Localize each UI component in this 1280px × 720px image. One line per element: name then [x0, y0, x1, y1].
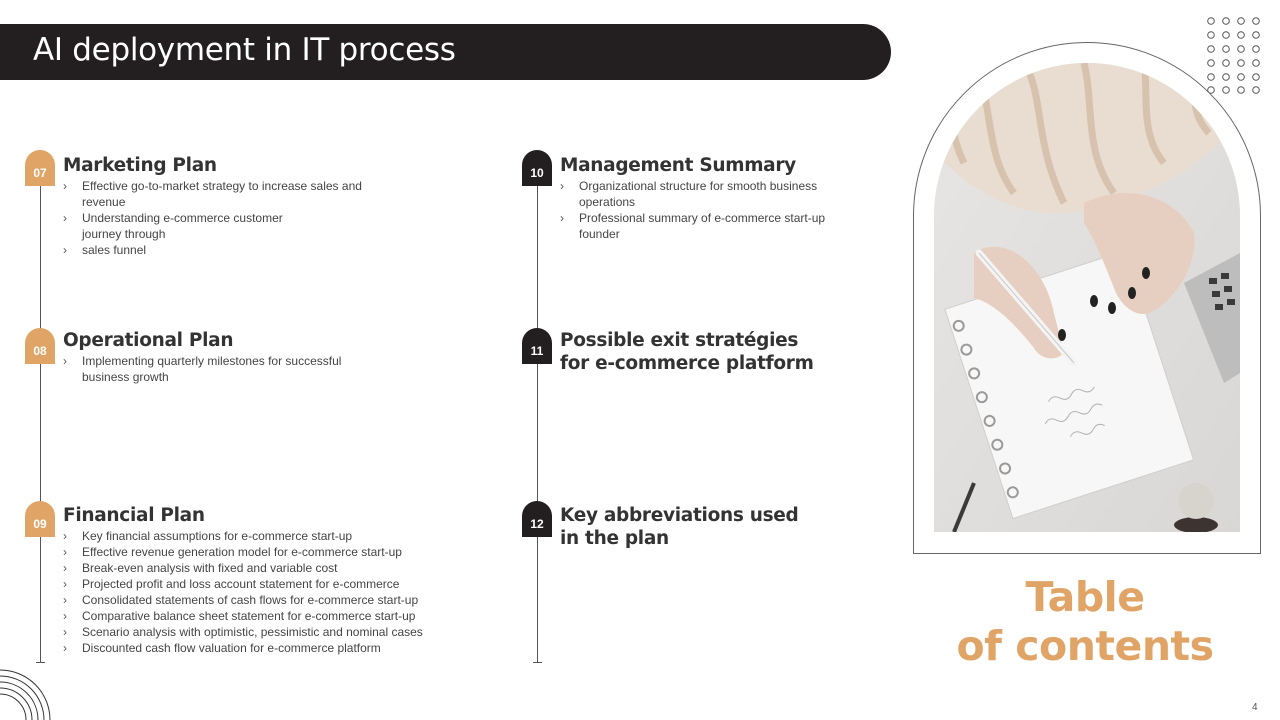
chevron-right-icon: ›	[63, 211, 67, 225]
chevron-right-icon: ›	[63, 243, 67, 257]
chevron-right-icon: ›	[63, 625, 67, 639]
writing-hand-photo	[934, 63, 1240, 532]
chevron-right-icon: ›	[560, 211, 564, 225]
chevron-right-icon: ›	[560, 179, 564, 193]
section-items	[63, 353, 383, 385]
section-title: Possible exit stratégies for e-commerce platform	[560, 330, 814, 374]
chevron-right-icon: ›	[63, 179, 67, 193]
page-number: 4	[1252, 702, 1258, 713]
list-item: › Professional summary of e-commerce start-up founder	[560, 211, 826, 241]
section-number-badge	[25, 501, 55, 537]
section-title: Key abbreviations used in the plan	[560, 505, 799, 549]
section-items	[560, 178, 880, 242]
timeline-right-cap	[533, 662, 542, 663]
list-item: › Break-even analysis with fixed and variable cost	[63, 561, 338, 575]
section-number: 10	[530, 166, 544, 180]
chevron-right-icon: ›	[63, 354, 67, 368]
toc-heading	[940, 573, 1230, 671]
list-item: › Effective go-to-market strategy to increase sales and revenue	[63, 179, 362, 209]
section-marketing-plan[interactable]	[63, 154, 383, 258]
title-bar	[0, 24, 891, 80]
list-item: › sales funnel	[63, 243, 147, 257]
photo-illustration	[934, 63, 1240, 532]
section-management-summary[interactable]	[560, 154, 880, 242]
section-operational-plan[interactable]	[63, 329, 383, 385]
toc-heading-line-2: of contents	[956, 622, 1214, 670]
list-item: › Consolidated statements of cash flows for e-commerce start-up	[63, 593, 419, 607]
section-number-badge	[25, 328, 55, 364]
list-item: › Organizational structure for smooth business operations	[560, 179, 818, 209]
section-number: 07	[33, 166, 47, 180]
concentric-arcs-decoration	[0, 660, 60, 720]
section-number-badge	[522, 501, 552, 537]
list-item: › Implementing quarterly milestones for successful business growth	[63, 354, 342, 384]
section-financial-plan[interactable]	[63, 504, 483, 656]
chevron-right-icon: ›	[63, 609, 67, 623]
list-item: › Effective revenue generation model for e-commerce start-up	[63, 545, 402, 559]
section-key-abbreviations[interactable]	[560, 504, 800, 550]
section-title: Financial Plan	[63, 505, 205, 526]
section-number: 11	[530, 344, 544, 358]
dot-grid-decoration	[1207, 17, 1261, 95]
list-item: › Scenario analysis with optimistic, pessimistic and nominal cases	[63, 625, 423, 639]
section-title: Management Summary	[560, 155, 796, 176]
chevron-right-icon: ›	[63, 641, 67, 655]
chevron-right-icon: ›	[63, 593, 67, 607]
section-number-badge	[25, 150, 55, 186]
section-number-badge	[522, 150, 552, 186]
section-exit-strategies[interactable]	[560, 329, 825, 375]
list-item: › Understanding e-commerce customer journey through	[63, 211, 283, 241]
section-number: 09	[33, 517, 47, 531]
section-title: Operational Plan	[63, 330, 234, 351]
chevron-right-icon: ›	[63, 545, 67, 559]
timeline-right-line	[537, 186, 538, 662]
toc-heading-line-1: Table	[1025, 573, 1145, 621]
chevron-right-icon: ›	[63, 529, 67, 543]
chevron-right-icon: ›	[63, 577, 67, 591]
list-item: › Comparative balance sheet statement for e-commerce start-up	[63, 609, 416, 623]
timeline-left-line	[40, 186, 41, 662]
list-item: › Projected profit and loss account statement for e-commerce	[63, 577, 400, 591]
section-items	[63, 528, 483, 656]
list-item: › Key financial assumptions for e-commerce start-up	[63, 529, 353, 543]
section-items	[63, 178, 383, 258]
section-number: 08	[33, 344, 47, 358]
chevron-right-icon: ›	[63, 561, 67, 575]
list-item: › Discounted cash flow valuation for e-commerce platform	[63, 641, 381, 655]
section-number: 12	[530, 517, 544, 531]
page-title: AI deployment in IT process	[33, 32, 456, 68]
section-number-badge	[522, 328, 552, 364]
section-title: Marketing Plan	[63, 155, 217, 176]
